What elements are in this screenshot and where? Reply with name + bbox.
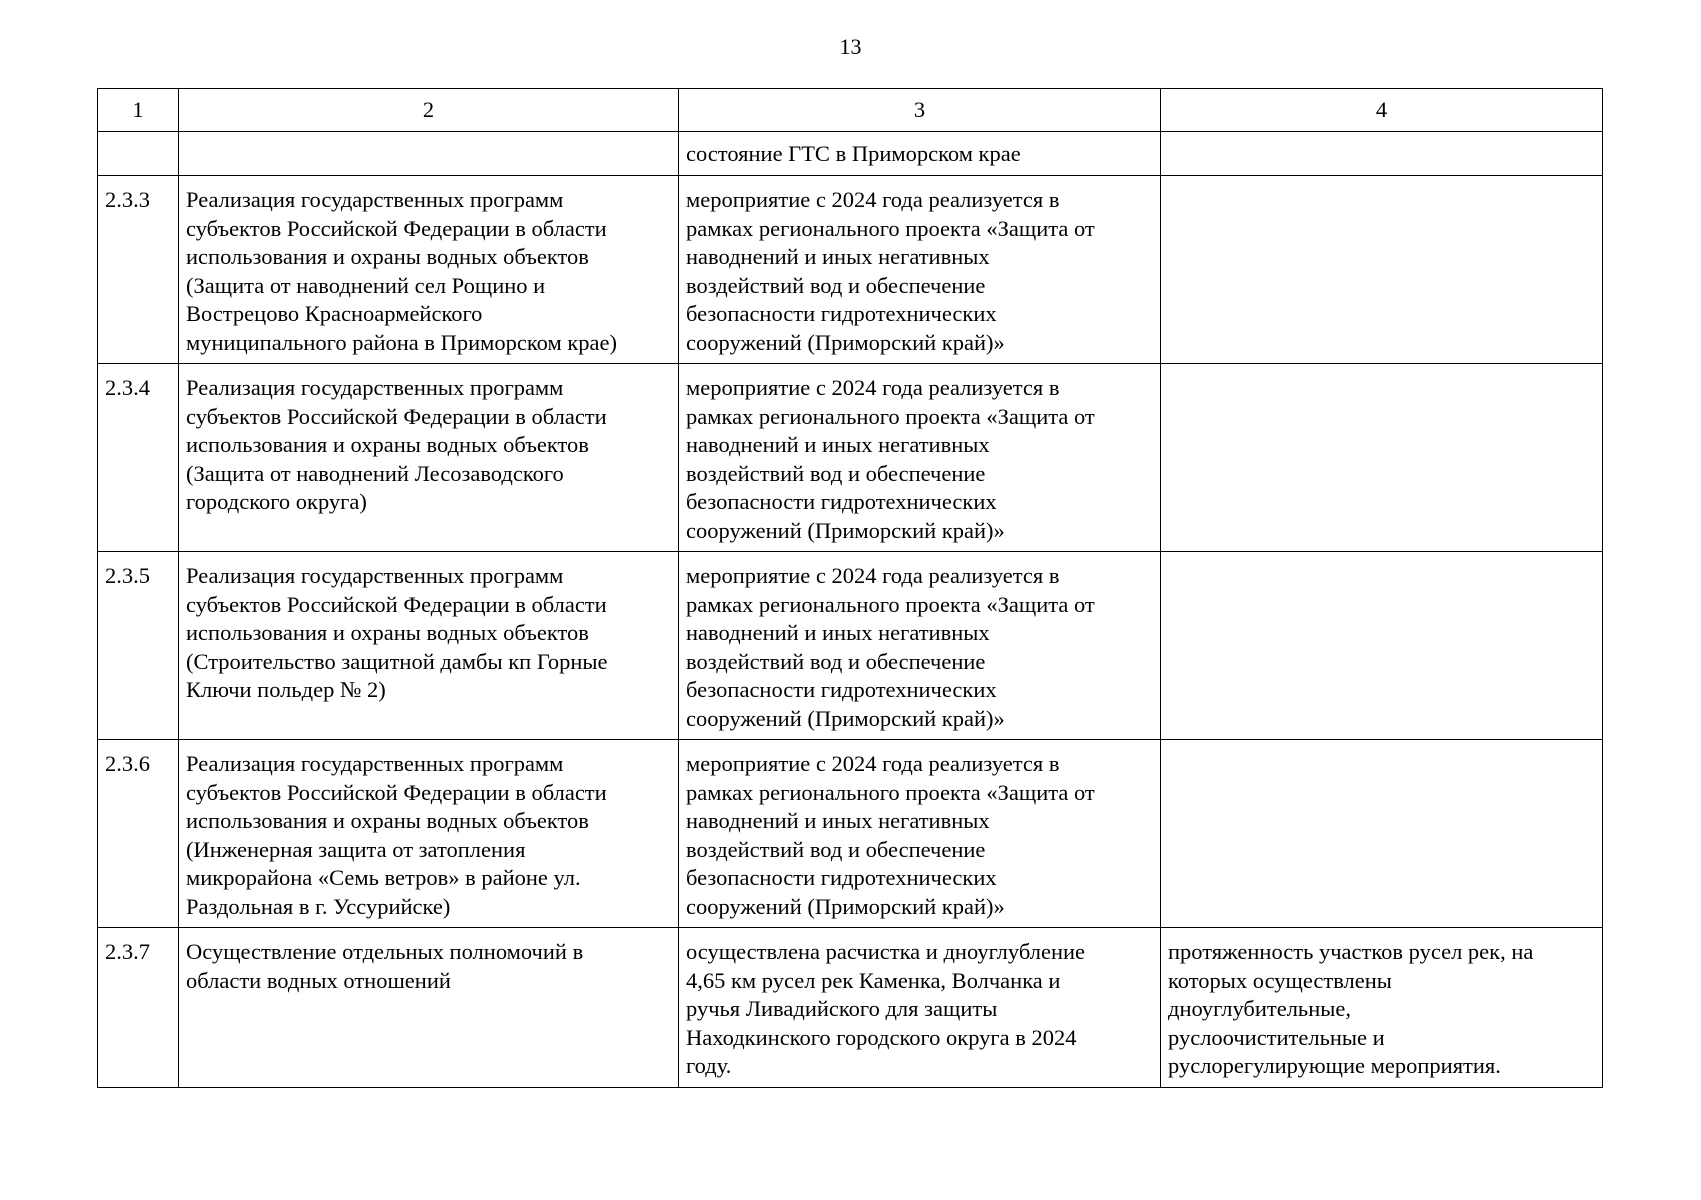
column-number-2: 2 (179, 89, 679, 132)
page-number: 13 (839, 34, 862, 59)
table-row (98, 740, 1603, 928)
indicator-cell (1161, 740, 1603, 928)
column-number-4: 4 (1161, 89, 1603, 132)
column-number-1: 1 (98, 89, 179, 132)
column-number-3: 3 (679, 89, 1161, 132)
table-row (98, 552, 1603, 740)
row-number-cell: 2.3.3 (98, 176, 179, 364)
measure-name-cell: Реализация государственных программ субъектов Российской Федерации в области использования и охраны водных объектов (Строительство защитной дамбы кп Горные Ключи польдер № 2) (179, 552, 679, 740)
indicator-cell (1161, 364, 1603, 552)
measure-name-cell: Реализация государственных программ субъектов Российской Федерации в области использования и охраны водных объектов (Защита от наводнений сел Рощино и Вострецово Красноармейского муниципального района в Приморском крае) (179, 176, 679, 364)
status-cell: мероприятие с 2024 года реализуется в рамках регионального проекта «Защита от наводнений и иных негативных воздействий вод и обеспечение безопасности гидротехнических сооружений (Приморский край)» (679, 552, 1161, 740)
measure-name-cell: Реализация государственных программ субъектов Российской Федерации в области использования и охраны водных объектов (Защита от наводнений Лесозаводского городского округа) (179, 364, 679, 552)
table-row (98, 364, 1603, 552)
measure-name-cell (179, 132, 679, 176)
indicator-cell: протяженность участков русел рек, на которых осуществлены дноуглубительные, руслоочистительные и руслорегулирующие мероприятия. (1161, 928, 1603, 1088)
status-cell: мероприятие с 2024 года реализуется в рамках регионального проекта «Защита от наводнений и иных негативных воздействий вод и обеспечение безопасности гидротехнических сооружений (Приморский край)» (679, 364, 1161, 552)
table-row (98, 928, 1603, 1088)
row-number-cell: 2.3.6 (98, 740, 179, 928)
measure-name-cell: Реализация государственных программ субъектов Российской Федерации в области использования и охраны водных объектов (Инженерная защита от затопления микрорайона «Семь ветров» в районе ул. Раздольная в г. Уссурийске) (179, 740, 679, 928)
measures-table (97, 88, 1603, 1088)
row-number-cell: 2.3.5 (98, 552, 179, 740)
table-header-row (98, 89, 1603, 132)
row-number-cell: 2.3.7 (98, 928, 179, 1088)
indicator-cell (1161, 552, 1603, 740)
status-cell: мероприятие с 2024 года реализуется в рамках регионального проекта «Защита от наводнений и иных негативных воздействий вод и обеспечение безопасности гидротехнических сооружений (Приморский край)» (679, 740, 1161, 928)
table-row (98, 176, 1603, 364)
row-number-cell (98, 132, 179, 176)
status-cell: мероприятие с 2024 года реализуется в рамках регионального проекта «Защита от наводнений и иных негативных воздействий вод и обеспечение безопасности гидротехнических сооружений (Приморский край)» (679, 176, 1161, 364)
row-number-cell: 2.3.4 (98, 364, 179, 552)
status-cell: состояние ГТС в Приморском крае (679, 132, 1161, 176)
indicator-cell (1161, 176, 1603, 364)
table-row-continuation (98, 132, 1603, 176)
status-cell: осуществлена расчистка и дноуглубление 4,65 км русел рек Каменка, Волчанка и ручья Ливадийского для защиты Находкинского городского округа в 2024 году. (679, 928, 1161, 1088)
measure-name-cell: Осуществление отдельных полномочий в области водных отношений (179, 928, 679, 1088)
indicator-cell (1161, 132, 1603, 176)
